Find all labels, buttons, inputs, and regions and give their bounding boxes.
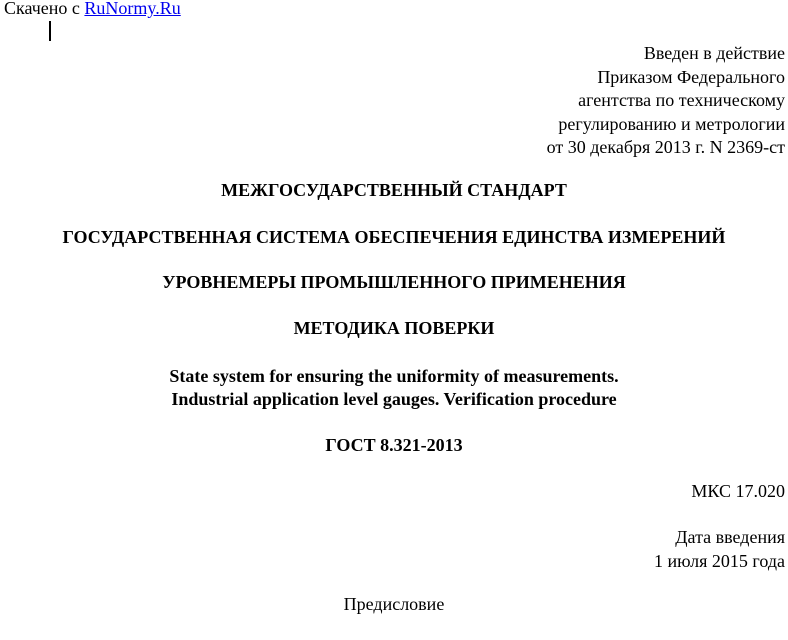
english-title-line-1: State system for ensuring the uniformity of measurements. [169, 366, 619, 386]
runormy-link[interactable]: RuNormy.Ru [84, 0, 181, 18]
subject-heading: УРОВНЕМЕРЫ ПРОМЫШЛЕННОГО ПРИМЕНЕНИЯ [162, 272, 626, 292]
date-intro-block [654, 526, 785, 573]
english-title-line-2: Industrial application level gauges. Verification procedure [171, 388, 617, 409]
method-heading: МЕТОДИКА ПОВЕРКИ [293, 318, 495, 338]
mks-code: МКС 17.020 [691, 481, 785, 501]
source-line [4, 0, 181, 19]
enactment-block [547, 42, 785, 160]
enactment-line-2: Приказом Федерального [597, 66, 785, 87]
enactment-line-5: от 30 декабря 2013 г. N 2369-ст [546, 137, 785, 157]
state-system-heading: ГОСУДАРСТВЕННАЯ СИСТЕМА ОБЕСПЕЧЕНИЯ ЕДИНСТВА ИЗМЕРЕНИЙ [62, 227, 726, 247]
text-cursor [49, 21, 51, 41]
enactment-line-4: регулированию и метрологии [558, 113, 785, 134]
date-intro-value: 1 июля 2015 года [654, 550, 785, 571]
enactment-line-3: агентства по техническому [578, 90, 785, 110]
source-prefix: Скачено с [4, 0, 85, 18]
enactment-line-1: Введен в действие [643, 43, 785, 63]
gost-number: ГОСТ 8.321-2013 [325, 435, 463, 455]
date-intro-label: Дата введения [675, 527, 785, 547]
english-title [0, 365, 788, 410]
preface-heading: Предисловие [343, 594, 445, 614]
interstate-standard-heading: МЕЖГОСУДАРСТВЕННЫЙ СТАНДАРТ [221, 180, 567, 200]
